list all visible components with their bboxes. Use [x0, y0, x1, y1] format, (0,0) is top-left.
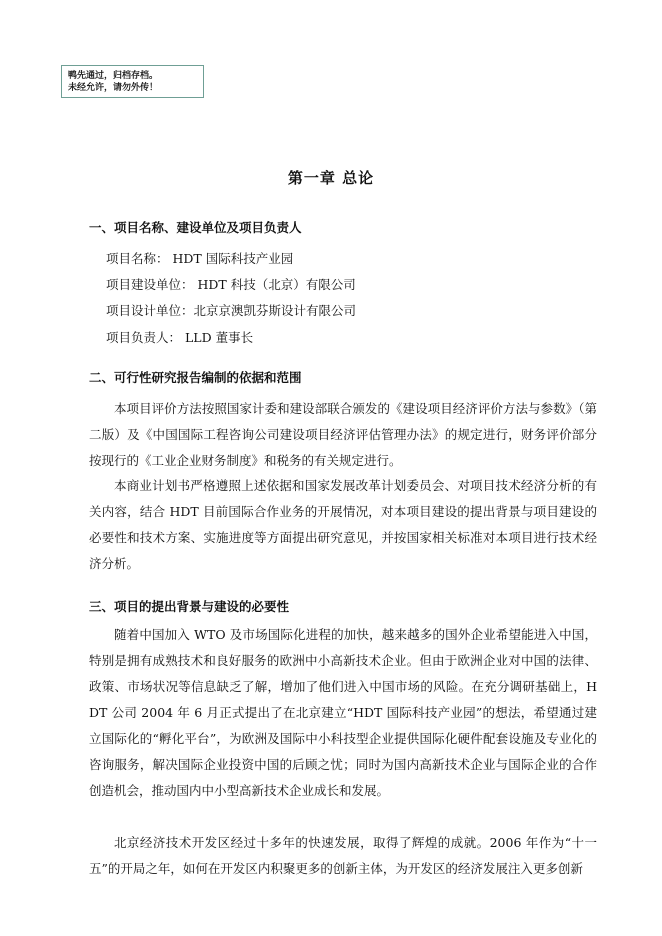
project-leader-line: 项目负责人： LLD 董事长	[106, 330, 254, 345]
section-2-paragraph-1: 本项目评价方法按照国家计委和建设部联合颁发的《建设项目经济评价方法与参数》（第二版）及《中国国际工程咨询公司建设项目经济评估管理办法》的规定进行，财务评价部分按现行的《工业企业财务制度》和税务的有关规定进行。	[89, 401, 597, 468]
section-2-paragraph-2: 本商业计划书严格遵照上述依据和国家发展改革计划委员会、对项目技术经济分析的有关内容，结合 HDT 目前国际合作业务的开展情况，对本项目建设的提出背景与项目建设的必要性和技术方案、实施进度等方面提出研究意见，并按国家相关标准对本项目进行技术经济分析。	[89, 478, 597, 571]
chapter-title: 第一章 总论	[287, 169, 375, 187]
project-name-line: 项目名称： HDT 国际科技产业园	[106, 251, 294, 266]
notice-line-1: 鸭先通过，归档存档。	[68, 71, 159, 81]
section-3-heading: 三、项目的提出背景与建设的必要性	[89, 599, 290, 614]
design-unit-line: 项目设计单位：北京京澳凯芬斯设计有限公司	[106, 303, 357, 318]
notice-line-2: 未经允许，请勿外传！	[68, 83, 159, 93]
section-3-paragraph-1: 随着中国加入 WTO 及市场国际化进程的加快，越来越多的国外企业希望能进入中国，特别是拥有成熟技术和良好服务的欧洲中小高新技术企业。但由于欧洲企业对中国的法律、政策、市场状况等信息缺乏了解，增加了他们进入中国市场的风险。在充分调研基础上，HDT 公司 2004 年 6 月正式提出了在北京建立“HDT 国际科技产业园”的想法，希望通过建立国际化的“孵化平台”，为欧洲及国际中小科技型企业提供国际化硬件配套设施及专业化的咨询服务，解决国际企业投资中国的后顾之忧；同时为国内高新技术企业与国际企业的合作创造机会，推动国内中小型高新技术企业成长和发展。	[89, 627, 597, 798]
confidential-notice-box	[61, 65, 204, 98]
construction-unit-line: 项目建设单位： HDT 科技（北京）有限公司	[106, 277, 356, 292]
section-2-heading: 二、可行性研究报告编制的依据和范围	[89, 370, 302, 385]
section-1-heading: 一、项目名称、建设单位及项目负责人	[89, 220, 302, 235]
section-3-paragraph-2: 北京经济技术开发区经过十多年的快速发展，取得了辉煌的成就。2006 年作为“十一五”的开局之年，如何在开发区内积聚更多的创新主体，为开发区的经济发展注入更多创新	[89, 835, 597, 876]
